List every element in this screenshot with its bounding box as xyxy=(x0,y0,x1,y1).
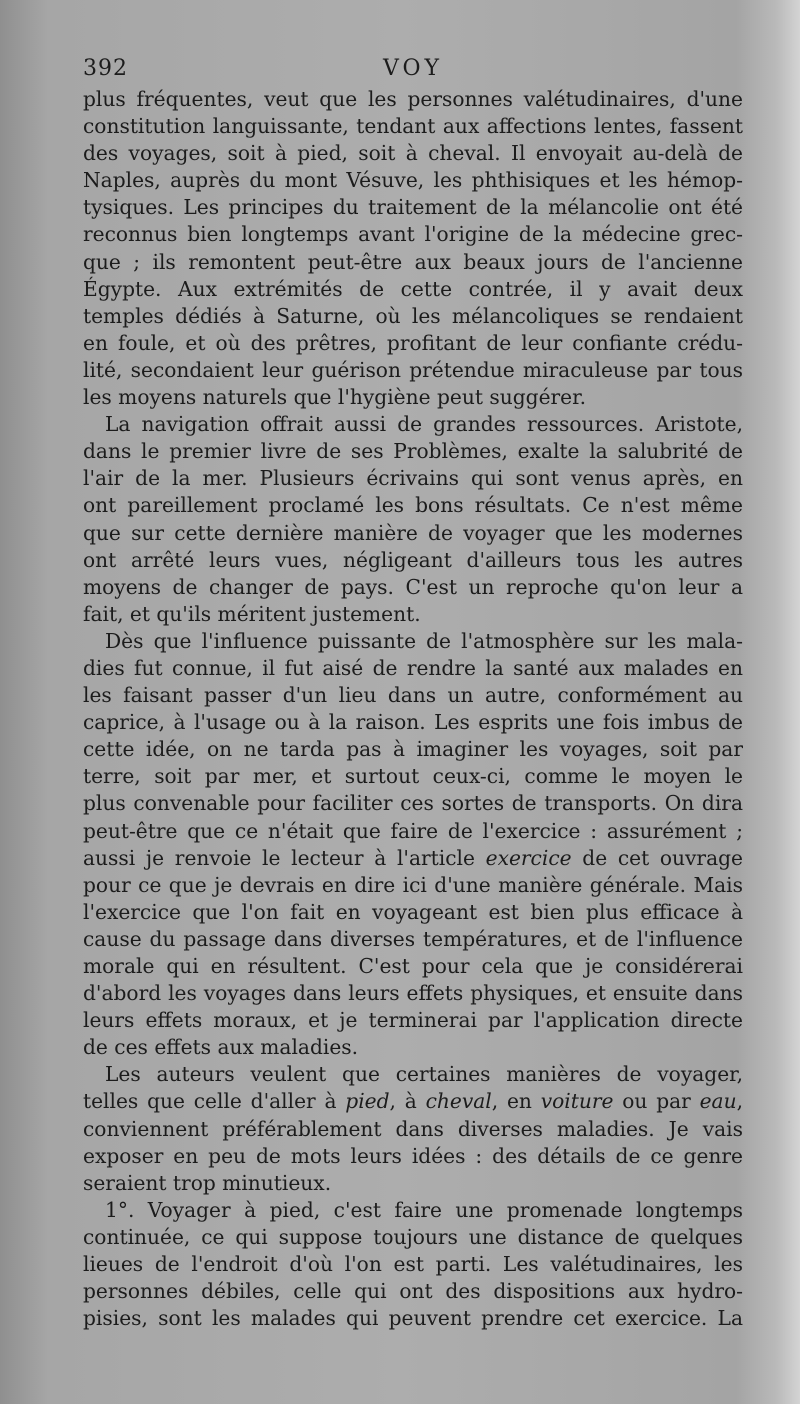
text-line: constitution languissante, tendant aux affections lentes, fassent xyxy=(83,114,743,139)
text-line xyxy=(83,845,743,872)
text-line: exposer en peu de mots leurs idées : des détails de ce genre xyxy=(83,1143,743,1168)
text-line: personnes débiles, celle qui ont des dispositions aux hydro- xyxy=(83,1279,743,1304)
text-line: morale qui en résultent. C'est pour cela que je considérerai xyxy=(83,954,743,978)
body-text xyxy=(83,86,743,1332)
text-line xyxy=(83,1088,743,1115)
page-number: 392 xyxy=(83,56,128,81)
text-line: caprice, à l'usage ou à la raison. Les esprits une fois imbus de xyxy=(83,710,743,735)
text-line: conviennent préférablement dans diverses maladies. Je vais xyxy=(83,1116,743,1141)
text-fragment: , en xyxy=(491,1089,541,1114)
text-fragment: , à xyxy=(389,1089,426,1114)
running-title: VOY xyxy=(382,56,444,81)
text-line: dans le premier livre de ses Problèmes, exalte la salubrité de xyxy=(83,439,743,464)
text-line: lieues de l'endroit d'où l'on est parti. Les valétudinaires, les xyxy=(83,1252,743,1277)
text-line: l'air de la mer. Plusieurs écrivains qui sont venus après, en xyxy=(83,466,743,491)
italic-term: cheval xyxy=(425,1089,492,1114)
italic-term: voiture xyxy=(540,1089,614,1114)
text-line: d'abord les voyages dans leurs effets physiques, et ensuite dans xyxy=(83,981,743,1006)
text-line: pisies, sont les malades qui peuvent prendre cet exercice. La xyxy=(83,1306,743,1331)
text-line: continuée, ce qui suppose toujours une distance de quelques xyxy=(83,1224,743,1249)
text-line: que sur cette dernière manière de voyager que les modernes xyxy=(83,520,743,545)
text-line: fait, et qu'ils méritent justement. xyxy=(83,601,421,626)
running-head xyxy=(83,56,743,86)
text-fragment: , xyxy=(736,1089,743,1114)
text-line: leurs effets moraux, et je terminerai par l'application directe xyxy=(83,1008,743,1033)
text-line: Dès que l'influence puissante de l'atmosphère sur les mala- xyxy=(105,628,743,653)
text-line: pour ce que je devrais en dire ici d'une manière générale. Mais xyxy=(83,872,743,897)
text-fragment: telles que celle d'aller à xyxy=(83,1089,346,1114)
text-line: reconnus bien longtemps avant l'origine de la médecine grec- xyxy=(83,222,743,247)
text-line: Naples, auprès du mont Vésuve, les phthisiques et les hémop- xyxy=(83,168,743,193)
text-line: seraient trop minutieux. xyxy=(83,1170,332,1195)
text-line: dies fut connue, il fut aisé de rendre la santé aux malades en xyxy=(83,655,743,680)
text-line: l'exercice que l'on fait en voyageant est bien plus efficace à xyxy=(83,899,743,924)
italic-term: pied xyxy=(345,1089,390,1114)
text-line: ont pareillement proclamé les bons résultats. Ce n'est même xyxy=(83,493,743,518)
text-fragment: ou par xyxy=(613,1089,700,1114)
text-line: Égypte. Aux extrémités de cette contrée, il y avait deux xyxy=(83,276,743,301)
text-line: plus fréquentes, veut que les personnes valétudinaires, d'une xyxy=(83,87,743,111)
italic-term: eau xyxy=(699,1089,737,1114)
text-line: La navigation offrait aussi de grandes ressources. Aristote, xyxy=(105,412,743,437)
text-line: lité, secondaient leur guérison prétendue miraculeuse par tous xyxy=(83,357,743,382)
text-line: peut-être que ce n'était que faire de l'exercice : assurément ; xyxy=(83,818,743,843)
text-line: des voyages, soit à pied, soit à cheval. Il envoyait au-delà de xyxy=(83,141,743,166)
text-fragment: de cet ouvrage xyxy=(571,845,743,870)
text-line: en foule, et où des prêtres, profitant de leur confiante crédu- xyxy=(83,330,743,355)
text-line: temples dédiés à Saturne, où les mélancoliques se rendaient xyxy=(83,303,743,328)
italic-term: exercice xyxy=(485,845,572,870)
text-fragment: aussi je renvoie le lecteur à l'article xyxy=(83,845,486,870)
text-line: cause du passage dans diverses températures, et de l'influence xyxy=(83,926,743,951)
text-line: plus convenable pour faciliter ces sortes de transports. On dira xyxy=(83,791,743,816)
text-line: de ces effets aux maladies. xyxy=(83,1035,359,1060)
text-line: les faisant passer d'un lieu dans un autre, conformément au xyxy=(83,683,743,708)
text-line: que ; ils remontent peut-être aux beaux jours de l'ancienne xyxy=(83,249,743,274)
text-line: 1°. Voyager à pied, c'est faire une promenade longtemps xyxy=(105,1197,743,1222)
text-line: terre, soit par mer, et surtout ceux-ci, comme le moyen le xyxy=(83,764,743,789)
text-line: cette idée, on ne tarda pas à imaginer les voyages, soit par xyxy=(83,737,743,762)
text-line: moyens de changer de pays. C'est un reproche qu'on leur a xyxy=(83,574,743,599)
text-line: tysiques. Les principes du traitement de la mélancolie ont été xyxy=(83,195,743,220)
text-line: les moyens naturels que l'hygiène peut suggérer. xyxy=(83,385,586,410)
text-line: Les auteurs veulent que certaines manières de voyager, xyxy=(105,1062,743,1087)
text-line: ont arrêté leurs vues, négligeant d'ailleurs tous les autres xyxy=(83,547,743,572)
